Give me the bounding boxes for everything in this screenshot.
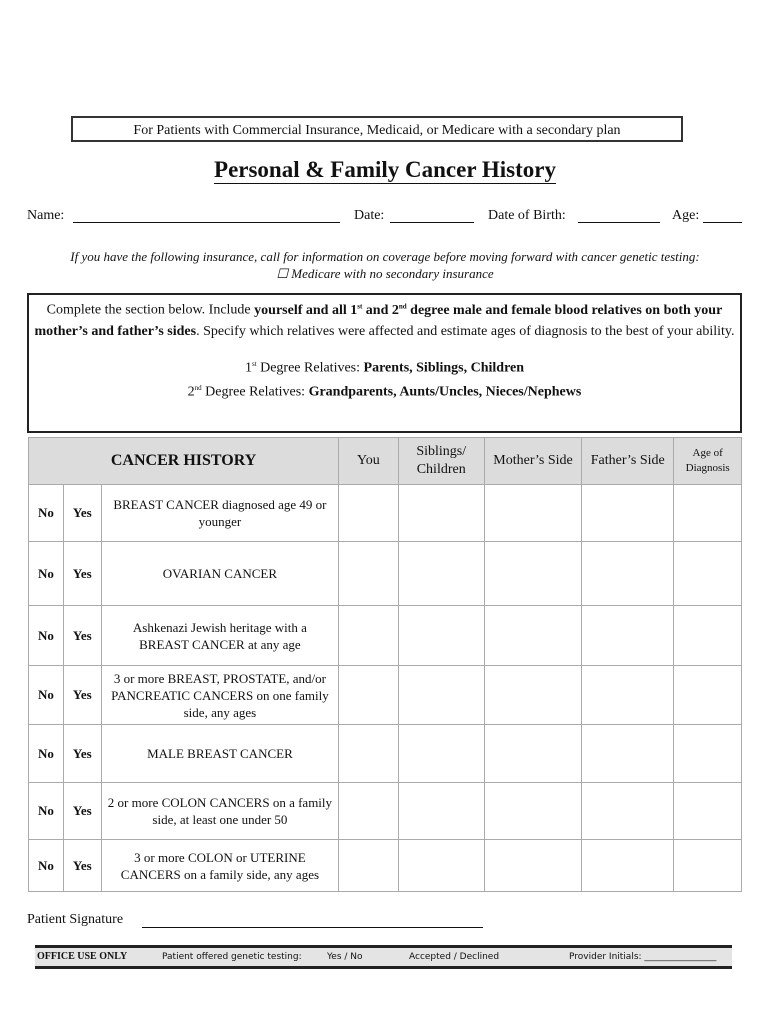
you-cell[interactable] [339, 725, 398, 783]
notice-option-label: Medicare with no secondary insurance [291, 266, 494, 281]
mother-cell[interactable] [484, 783, 581, 840]
siblings-header: Siblings/ Children [398, 438, 484, 485]
offered-label: Patient offered genetic testing: [162, 952, 302, 962]
mother-header: Mother’s Side [484, 438, 581, 485]
mother-cell[interactable] [484, 542, 581, 606]
table-row [29, 542, 742, 606]
siblings-cell[interactable] [398, 542, 484, 606]
table-row [29, 606, 742, 666]
table-row [29, 485, 742, 542]
you-header: You [339, 438, 398, 485]
you-cell[interactable] [339, 666, 398, 725]
age-field[interactable] [703, 222, 742, 223]
second-degree-line: 2nd Degree Relatives: Grandparents, Aunts/Uncles, Nieces/Nephews [187, 384, 582, 400]
father-cell[interactable] [582, 840, 674, 892]
no-option[interactable]: No [29, 725, 64, 783]
notice-text: If you have the following insurance, call for information on coverage before moving forward with cancer genetic testing: [70, 249, 700, 264]
accepted-declined-choice[interactable]: Accepted / Declined [409, 952, 500, 962]
you-cell[interactable] [339, 606, 398, 666]
date-field[interactable] [390, 222, 474, 223]
father-cell[interactable] [582, 783, 674, 840]
dob-field[interactable] [578, 222, 660, 223]
no-option[interactable]: No [29, 606, 64, 666]
yes-option[interactable]: Yes [63, 783, 101, 840]
age-cell[interactable] [674, 606, 742, 666]
age-cell[interactable] [674, 783, 742, 840]
age-cell[interactable] [674, 725, 742, 783]
condition-label: 2 or more COLON CANCERS on a family side, at least one under 50 [101, 783, 338, 840]
page-title: Personal & Family Cancer History [214, 157, 556, 182]
yes-option[interactable]: Yes [63, 542, 101, 606]
siblings-cell[interactable] [398, 666, 484, 725]
date-label: Date: [354, 208, 385, 223]
table-row [29, 840, 742, 892]
age-cell[interactable] [674, 666, 742, 725]
you-cell[interactable] [339, 783, 398, 840]
age-cell[interactable] [674, 485, 742, 542]
cancer-history-header: CANCER HISTORY [29, 438, 339, 485]
insurance-notice [0, 248, 770, 282]
condition-label: 3 or more BREAST, PROSTATE, and/or PANCREATIC CANCERS on one family side, any ages [101, 666, 338, 725]
mother-cell[interactable] [484, 840, 581, 892]
yes-option[interactable]: Yes [63, 725, 101, 783]
yes-no-choice[interactable]: Yes / No [327, 952, 363, 962]
yes-option[interactable]: Yes [63, 485, 101, 542]
mother-cell[interactable] [484, 666, 581, 725]
mother-cell[interactable] [484, 725, 581, 783]
condition-label: 3 or more COLON or UTERINE CANCERS on a family side, any ages [101, 840, 338, 892]
no-option[interactable]: No [29, 783, 64, 840]
office-use-label: OFFICE USE ONLY [37, 951, 128, 962]
insurance-banner: For Patients with Commercial Insurance, Medicaid, or Medicare with a secondary plan [71, 116, 683, 142]
yes-option[interactable]: Yes [63, 666, 101, 725]
no-option[interactable]: No [29, 485, 64, 542]
signature-field[interactable] [142, 927, 483, 928]
siblings-cell[interactable] [398, 783, 484, 840]
father-header: Father’s Side [582, 438, 674, 485]
mother-cell[interactable] [484, 606, 581, 666]
no-option[interactable]: No [29, 542, 64, 606]
mother-cell[interactable] [484, 485, 581, 542]
yes-option[interactable]: Yes [63, 840, 101, 892]
siblings-cell[interactable] [398, 840, 484, 892]
table-row [29, 783, 742, 840]
yes-option[interactable]: Yes [63, 606, 101, 666]
condition-label: BREAST CANCER diagnosed age 49 or younger [101, 485, 338, 542]
condition-label: MALE BREAST CANCER [101, 725, 338, 783]
office-use-bar [35, 945, 732, 969]
siblings-cell[interactable] [398, 485, 484, 542]
you-cell[interactable] [339, 840, 398, 892]
father-cell[interactable] [582, 725, 674, 783]
father-cell[interactable] [582, 485, 674, 542]
father-cell[interactable] [582, 542, 674, 606]
condition-label: OVARIAN CANCER [101, 542, 338, 606]
age-cell[interactable] [674, 840, 742, 892]
name-field[interactable] [73, 222, 340, 223]
age-header: Age of Diagnosis [674, 438, 742, 485]
father-cell[interactable] [582, 606, 674, 666]
first-degree-line: 1st Degree Relatives: Parents, Siblings, Children [244, 359, 525, 376]
no-option[interactable]: No [29, 840, 64, 892]
table-row [29, 666, 742, 725]
instructions-box [27, 293, 742, 433]
cancer-history-table [28, 437, 742, 892]
table-row [29, 725, 742, 783]
no-option[interactable]: No [29, 666, 64, 725]
age-label: Age: [672, 208, 700, 223]
you-cell[interactable] [339, 542, 398, 606]
name-label: Name: [27, 208, 65, 223]
age-cell[interactable] [674, 542, 742, 606]
condition-label: Ashkenazi Jewish heritage with a BREAST CANCER at any age [101, 606, 338, 666]
notice-option [0, 265, 770, 282]
siblings-cell[interactable] [398, 606, 484, 666]
dob-label: Date of Birth: [488, 208, 566, 223]
you-cell[interactable] [339, 485, 398, 542]
siblings-cell[interactable] [398, 725, 484, 783]
signature-label: Patient Signature [27, 912, 124, 927]
father-cell[interactable] [582, 666, 674, 725]
provider-initials[interactable]: Provider Initials: ________________ [569, 952, 717, 962]
checkbox-medicare[interactable]: ☐ [276, 266, 288, 281]
instructions-text: Complete the section below. Include yourself and all 1st and 2nd degree male and female blood relatives on both your mother’s and father’s sides. Specify which relatives were affected and estimate ages of diagnosis to the best of your ability. [34, 302, 735, 339]
